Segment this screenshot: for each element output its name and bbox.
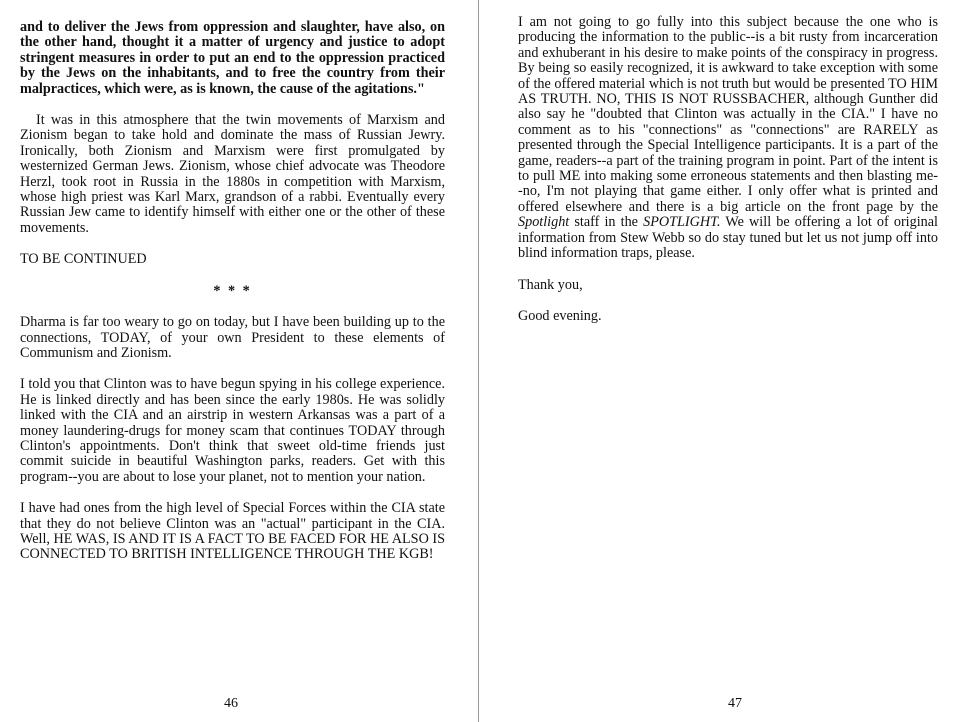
dharma-paragraph: Dharma is far too weary to go on today, but I have been building up to the connections, TODAY, of your own President to these elements of Communism and Zionism. bbox=[20, 314, 445, 361]
subject-text-a: I am not going to go fully into this subject because the one who is producing the information to the public--is a bit rusty from incarceration and exhuberant in his desire to make points of the conspiracy in progress. By being so easily recognized, it is awkward to take exception with some of the offered material which is not truth but would be presented TO HIM AS TRUTH. NO, THIS IS NOT RUSSBACHER, although Gunther did also say he "doubted that Clinton was actually in the CIA." I have no comment as to his "connections" as "connections" are RARELY as presented through the Special Intelligence participants. It is a part of the game, readers--a part of the training program in point. Part of the intent is to pull ME into making some erroneous statements and then blasting me--no, I'm not playing that game either. I only offer what is printed and offered elsewhere and there is a big article on the front page by the bbox=[518, 14, 938, 215]
page-number-left: 46 bbox=[224, 696, 238, 711]
subject-paragraph bbox=[518, 15, 938, 262]
spotlight-italic: Spotlight bbox=[518, 214, 570, 231]
section-divider: * * * bbox=[213, 282, 252, 299]
subject-text-b: staff in the bbox=[569, 214, 644, 231]
clinton-spying-paragraph: I told you that Clinton was to have begun spying in his college experience. He is linked directly and has been since the early 1980s. He was solidly linked with the CIA and an airstrip in western Arkansas was a part of a money laundering-drugs for money scam that continues TODAY through Clinton's appointments. Don't think that sweet old-time friends just commit suicide in beautiful Washington parks, readers. Get with this program--you are about to lose your planet, not to mention your nation. bbox=[20, 376, 445, 485]
to-be-continued: TO BE CONTINUED bbox=[20, 251, 147, 268]
thank-you: Thank you, bbox=[518, 276, 583, 293]
marxism-zionism-paragraph: It was in this atmosphere that the twin movements of Marxism and Zionism began to take hold and dominate the mass of Russian Jewry. Ironically, both Zionism and Marxism were first promulgated by westernized German Jews. Zionism, whose chief advocate was Theodore Herzl, took root in Russia in the 1880s in competition with Marxism, whose high priest was Karl Marx, grandson of a rabbi. Eventually every Russian Jew came to identify himself with either one or the other of these movements. bbox=[20, 112, 445, 236]
right-page-body bbox=[518, 15, 938, 340]
left-page-body bbox=[20, 20, 445, 579]
special-forces-paragraph: I have had ones from the high level of Special Forces within the CIA state that they do not believe Clinton was an "actual" participant in the CIA. Well, HE WAS, IS AND IT IS A FACT TO BE FACED FOR HE ALSO IS CONNECTED TO BRITISH INTELLIGENCE THROUGH THE KGB! bbox=[20, 500, 445, 563]
page-number-right: 47 bbox=[728, 696, 742, 711]
good-evening: Good evening. bbox=[518, 307, 602, 324]
right-page bbox=[479, 0, 956, 722]
spotlight-caps-italic: SPOTLIGHT. bbox=[643, 214, 721, 231]
quote-paragraph: and to deliver the Jews from oppression and slaughter, have also, on the other hand, thought it a matter of urgency and justice to adopt stringent measures in order to put an end to the oppression practiced by the Jews on the inhabitants, and to free the country from their malpractices, which were, as is known, the cause of the agitations." bbox=[20, 19, 445, 97]
subject-text-c: We will be offering a lot of original information from Stew Webb so do stay tuned but let us not jump off into blind information traps, please. bbox=[518, 214, 938, 262]
